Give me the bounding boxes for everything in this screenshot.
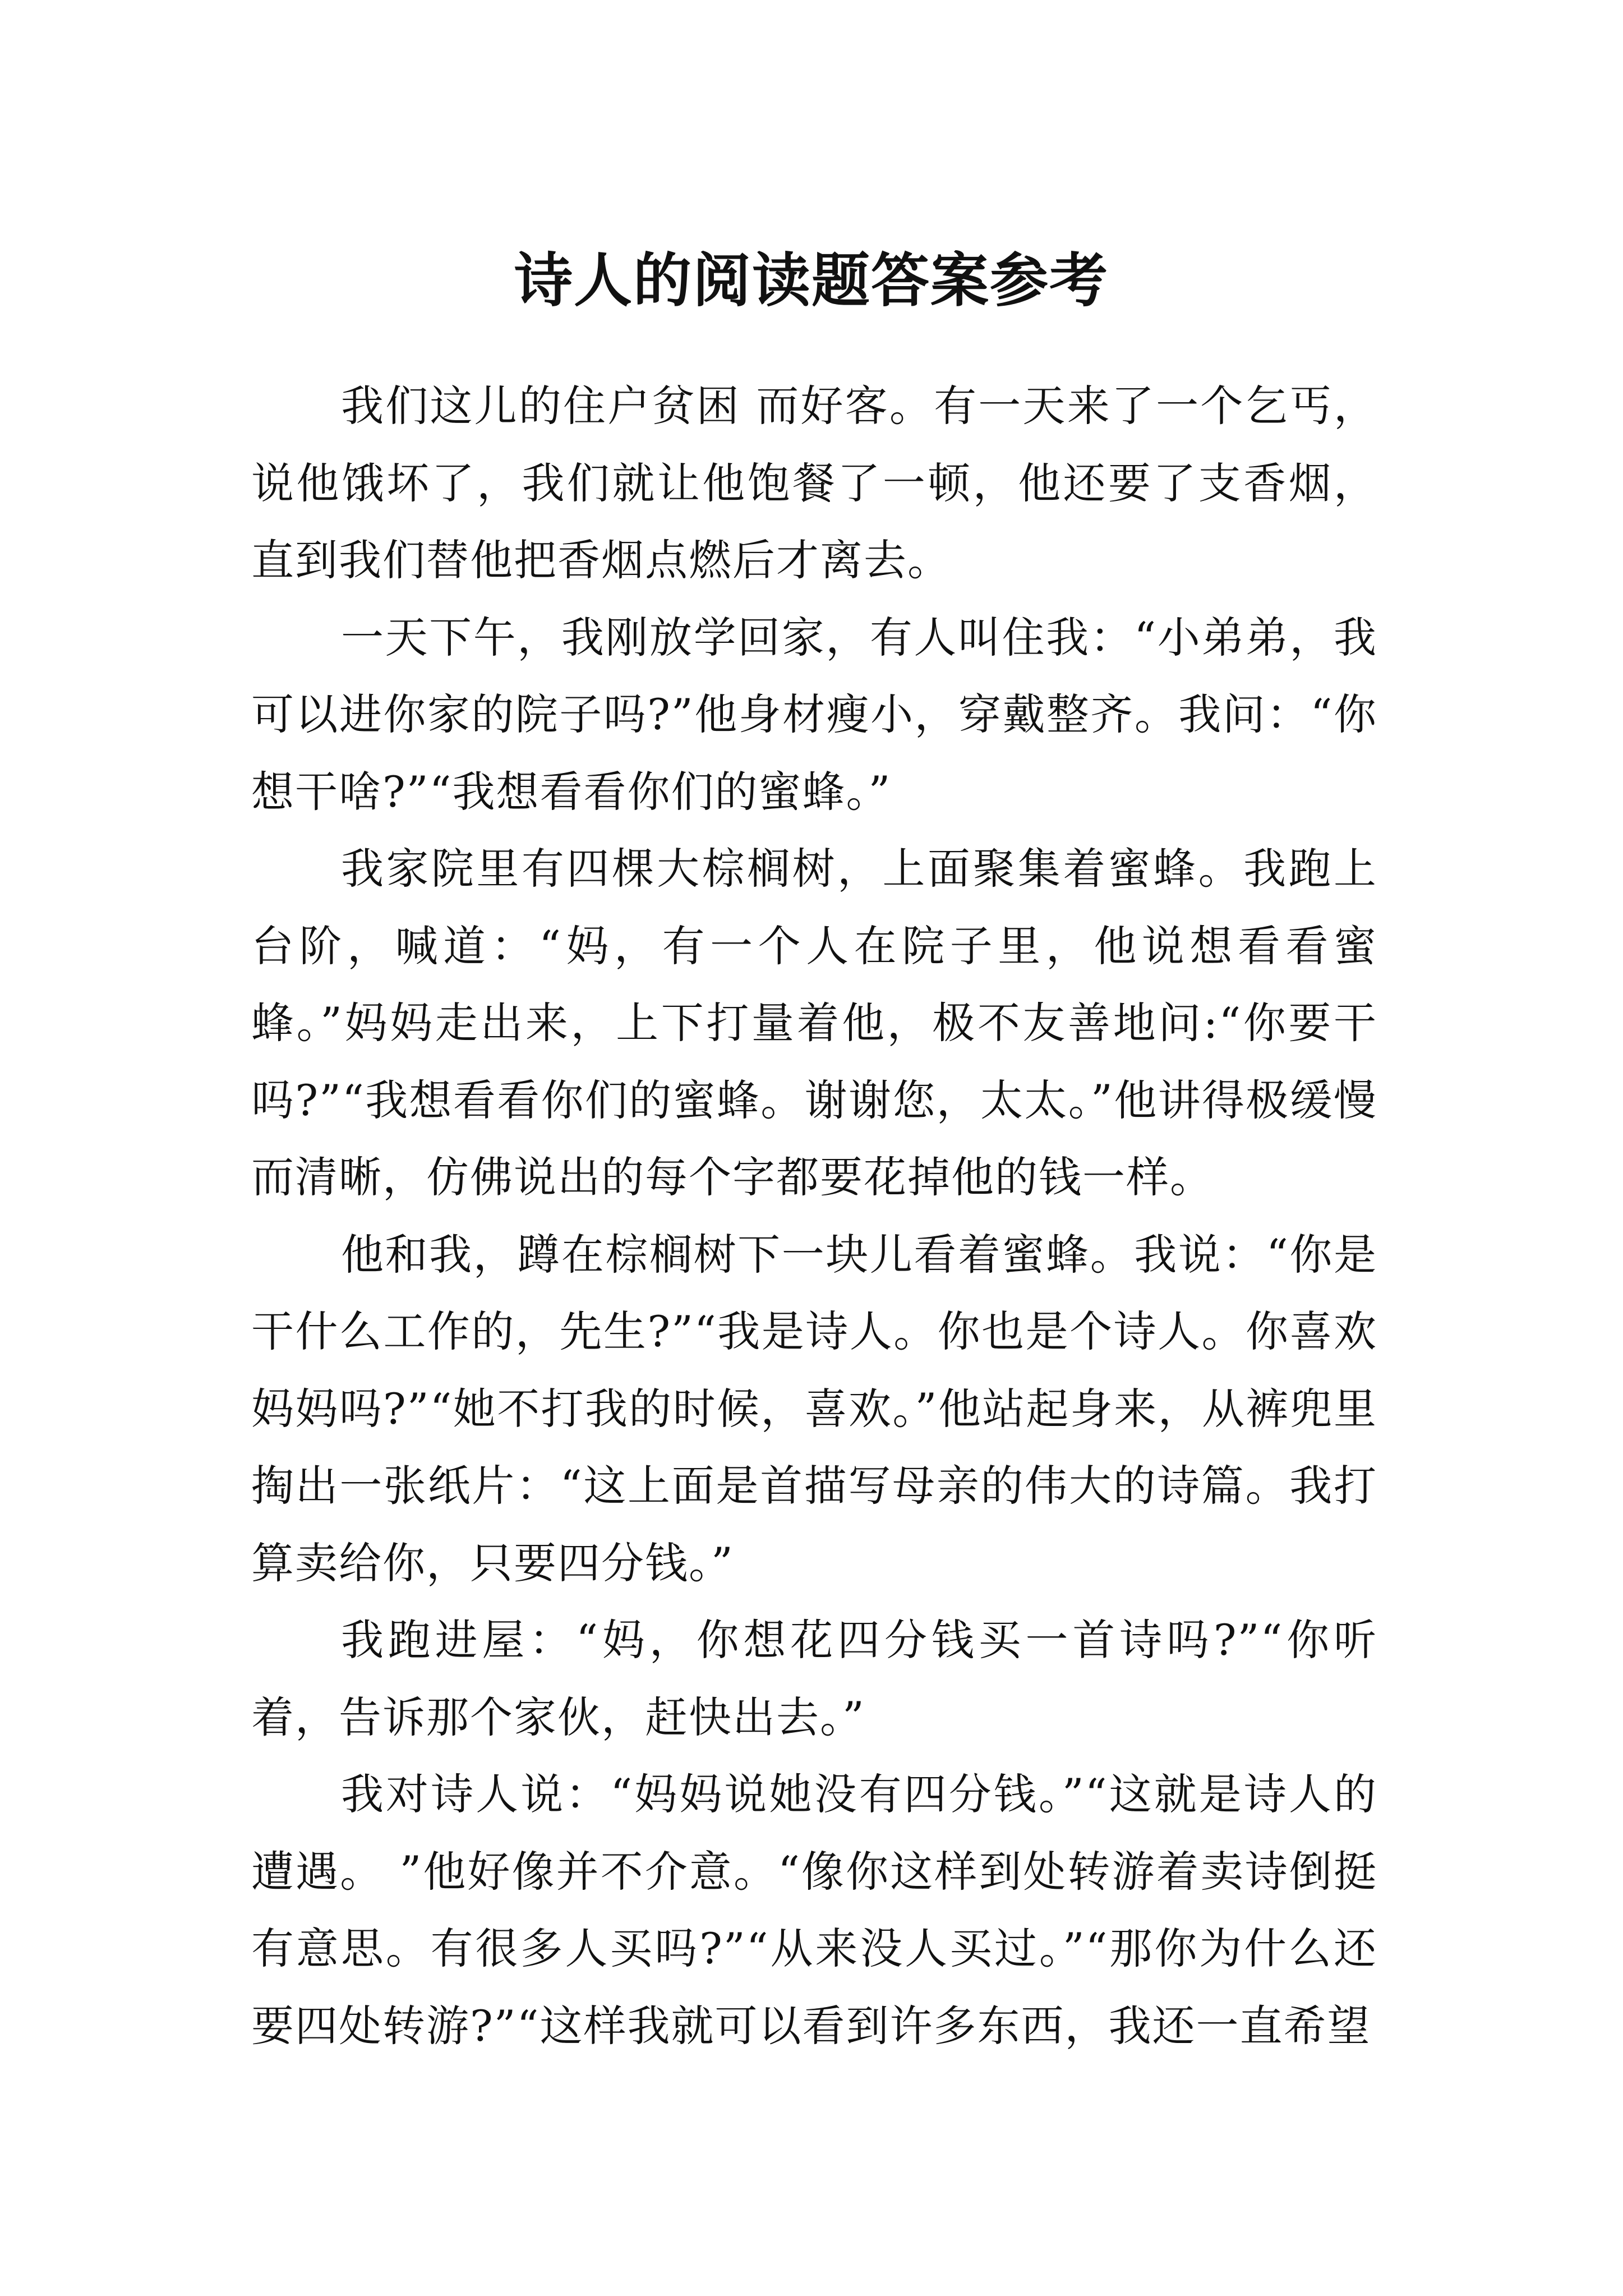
document-title: 诗人的阅读题答案参考 bbox=[514, 245, 1109, 315]
document-body bbox=[251, 367, 1377, 2064]
paragraph-3: 我家院里有四棵大棕榈树，上面聚集着蜜蜂。我跑上台阶，喊道：“妈，有一个人在院子里，他说想看看蜜蜂。”妈妈走出来，上下打量着他，极不友善地问:“你要干吗?”“我想看看你们的蜜蜂。谢谢您，太太。”他讲得极缓慢而清晰，仿佛说出的每个字都要花掉他的钱一样。 bbox=[251, 844, 1377, 1202]
paragraph-2: 一天下午，我刚放学回家，有人叫住我：“小弟弟，我可以进你家的院子吗?”他身材瘦小，穿戴整齐。我问：“你想干啥?”“我想看看你们的蜜蜂。” bbox=[251, 612, 1377, 817]
paragraph-4: 他和我，蹲在棕榈树下一块儿看着蜜蜂。我说：“你是干什么工作的，先生?”“我是诗人。你也是个诗人。你喜欢妈妈吗?”“她不打我的时候，喜欢。”他站起身来，从裤兜里掏出一张纸片：“这上面是首描写母亲的伟大的诗篇。我打算卖给你，只要四分钱。” bbox=[251, 1229, 1377, 1588]
paragraph-5: 我跑进屋：“妈，你想花四分钱买一首诗吗?”“你听着，告诉那个家伙，赶快出去。” bbox=[251, 1615, 1377, 1742]
paragraph-6: 我对诗人说：“妈妈说她没有四分钱。”“这就是诗人的遭遇。 ”他好像并不介意。“像你这样到处转游着卖诗倒挺有意思。有很多人买吗?”“从来没人买过。”“那你为什么还要四处转游?”“这样我就可以看到许多东西，我还一直希望 bbox=[251, 1769, 1377, 2051]
paragraph-1: 我们这儿的住户贫困 而好客。有一天来了一个乞丐，说他饿坏了，我们就让他饱餐了一顿，他还要了支香烟，直到我们替他把香烟点燃后才离去。 bbox=[251, 381, 1377, 585]
